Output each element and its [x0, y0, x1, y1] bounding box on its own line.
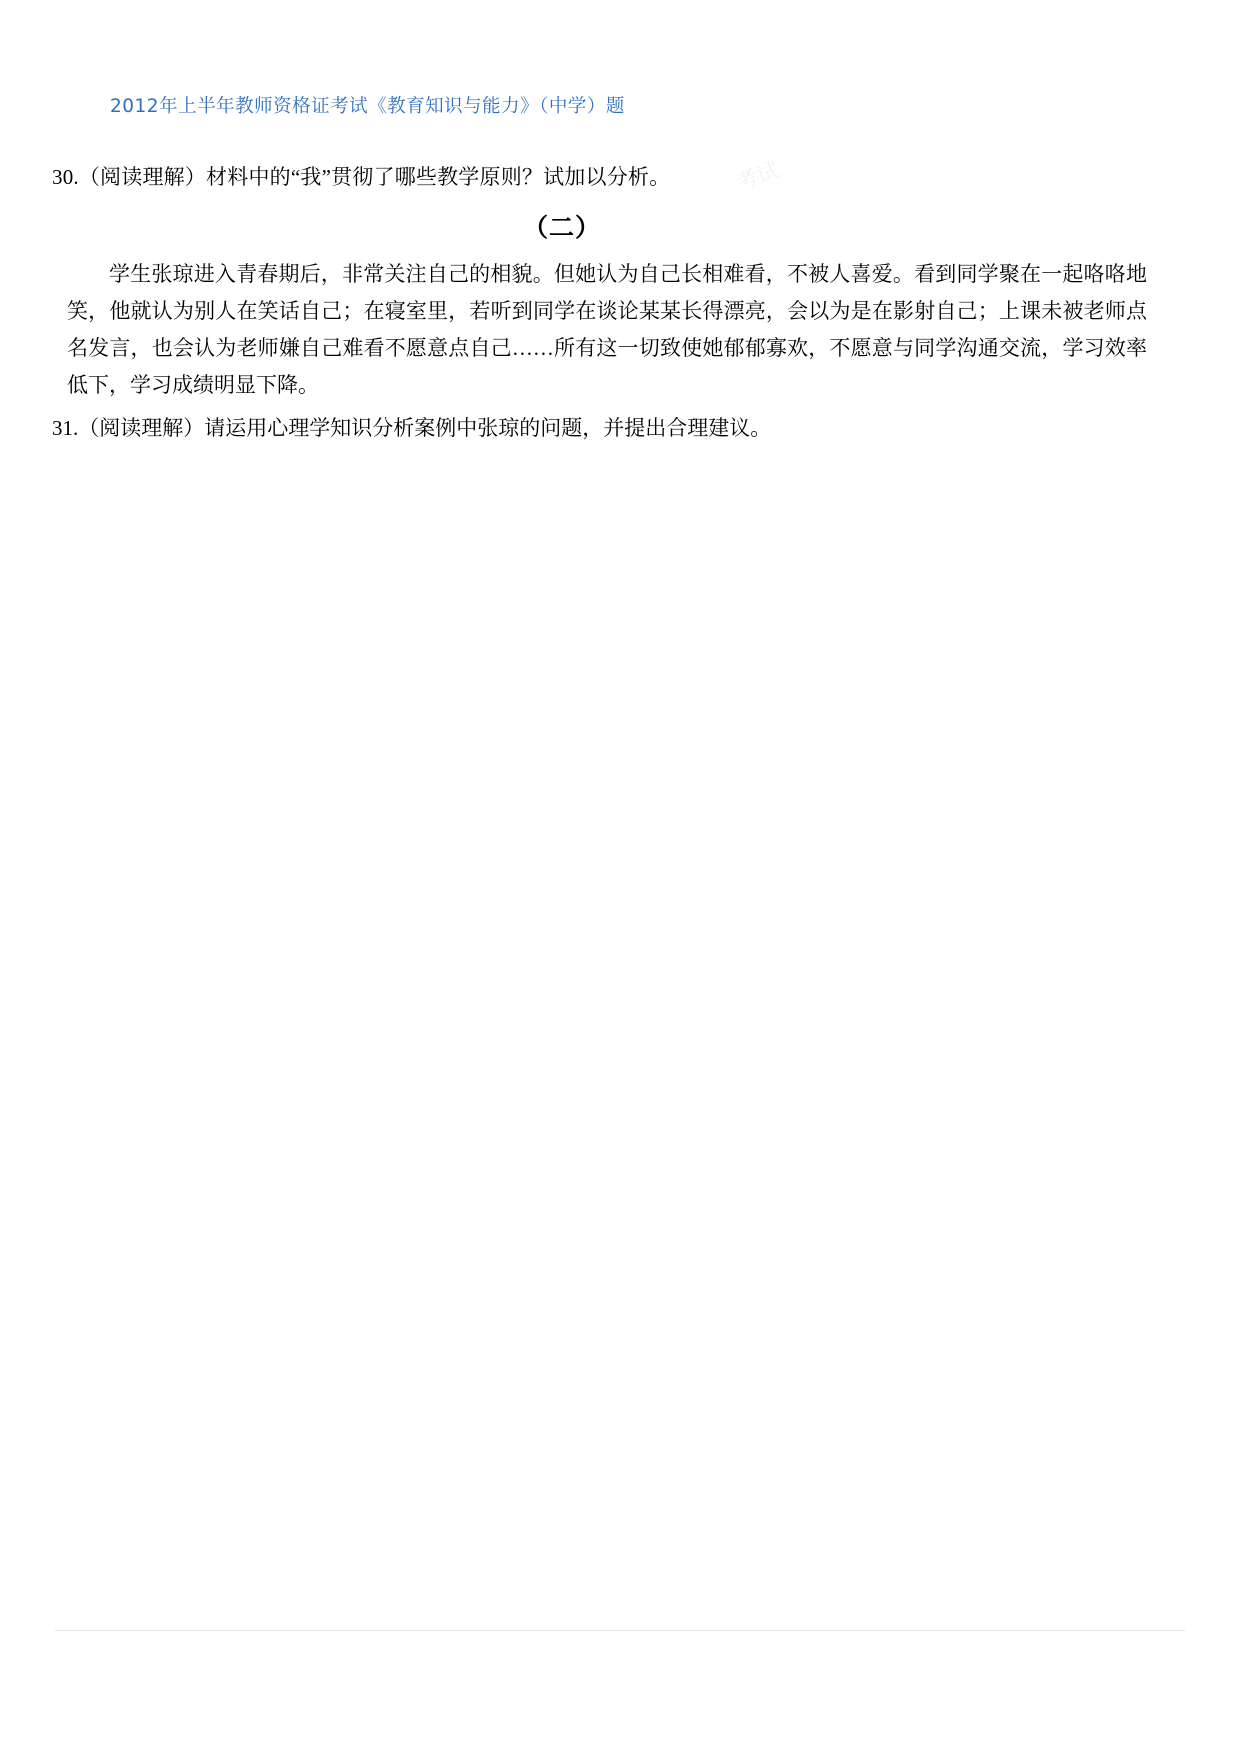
question-31 — [52, 410, 1192, 446]
question-30-text: （阅读理解）材料中的“我”贯彻了哪些教学原则？试加以分析。 — [78, 165, 671, 189]
question-30-number: 30. — [52, 165, 79, 189]
watermark-text: 考试 — [732, 158, 783, 197]
question-30 — [52, 160, 1192, 194]
section-heading: （二） — [522, 215, 601, 242]
footer-divider — [55, 1630, 1185, 1631]
question-31-number: 31. — [52, 416, 79, 440]
document-body — [52, 160, 1192, 446]
question-31-text: （阅读理解）请运用心理学知识分析案例中张琼的问题，并提出合理建议。 — [78, 416, 772, 440]
case-passage: 学生张琼进入青春期后，非常关注自己的相貌。但她认为自己长相难看，不被人喜爱。看到同学聚在一起咯咯地笑，他就认为别人在笑话自己；在寝室里，若听到同学在谈论某某长得漂亮，会以为是在影射自己；上课未被老师点名发言，也会认为老师嫌自己难看不愿意点自己……所有这一切致使她郁郁寡欢，不愿意与同学沟通交流，学习效率低下，学习成绩明显下降。 — [67, 262, 1147, 397]
document-header-title: 2012年上半年教师资格证考试《教育知识与能力》（中学）题 — [110, 96, 625, 117]
